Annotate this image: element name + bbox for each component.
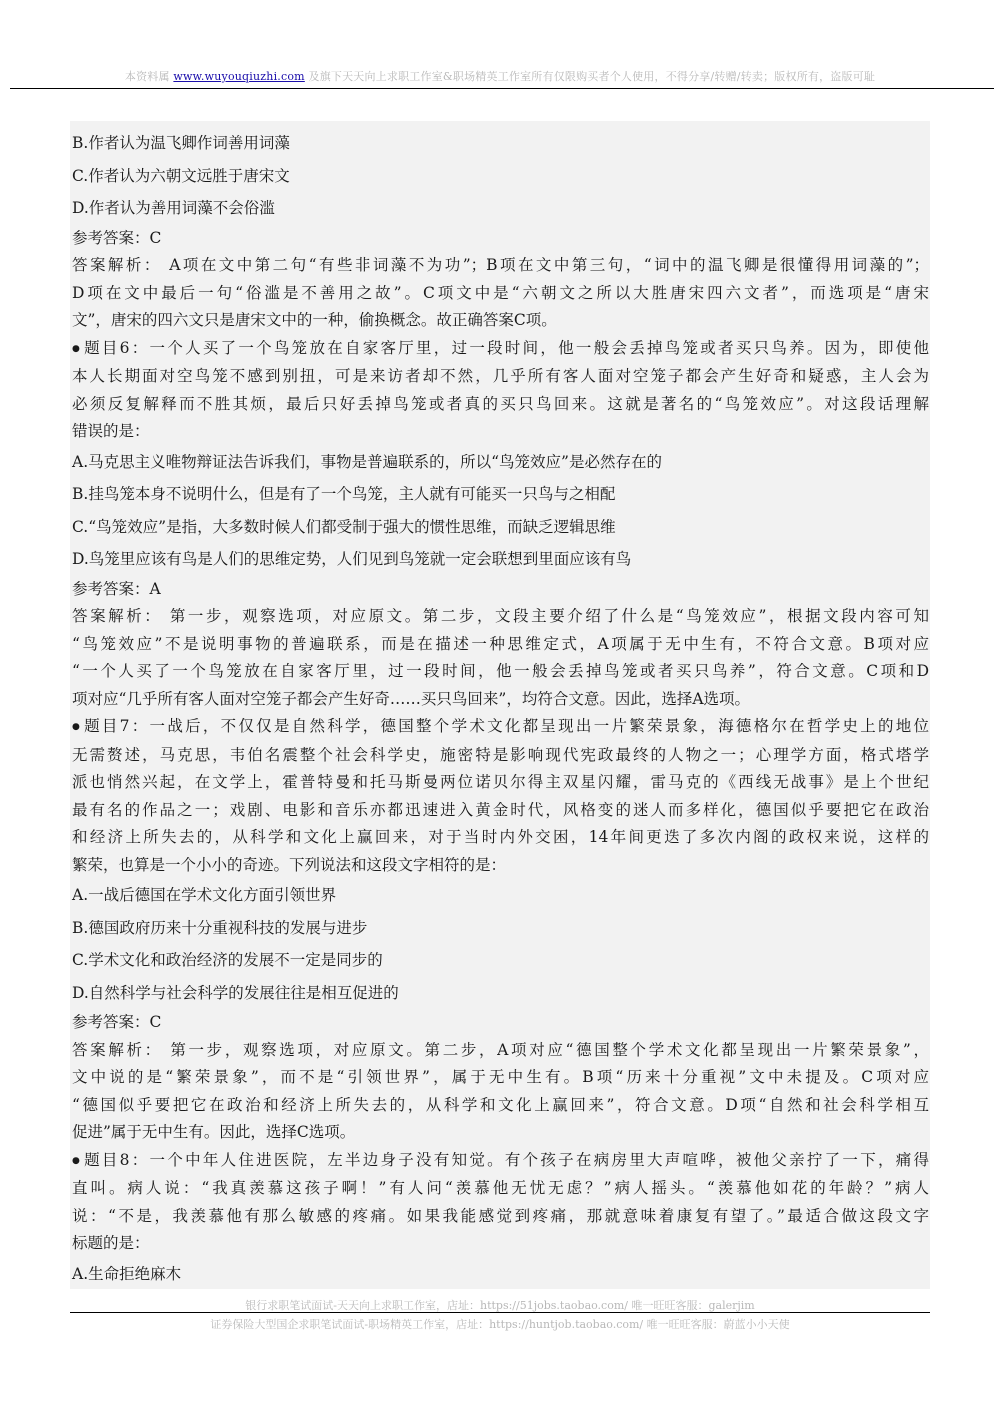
q7-explanation-line: 答案解析： 第一步，观察选项，对应原文。第二步，A项对应“德国整个学术文化都呈现出一片繁荣景象”，	[72, 1040, 929, 1059]
q5-option-d: D.作者认为善用词藻不会俗滥	[72, 199, 275, 217]
footer2-prefix: 证券保险大型国企求职笔试面试-职场精英工作室，店址：	[210, 1318, 490, 1331]
q6-option-d: D.鸟笼里应该有鸟是人们的思维定势，人们见到鸟笼就一定会联想到里面应该有鸟	[72, 550, 632, 568]
footer-divider	[70, 1312, 930, 1313]
document-body	[70, 121, 930, 1289]
q6-explanation-line: “一个人买了一个鸟笼放在自家客厅里，过一段时间，他一般会丢掉鸟笼或者买只鸟养”，符合文意。C项和D	[72, 662, 929, 680]
q6-explanation-line: 项对应“几乎所有客人面对空笼子都会产生好奇……买只鸟回来”，均符合文意。因此，选择A选项。	[72, 689, 751, 708]
q6-explanation-line: “鸟笼效应”不是说明事物的普遍联系，而是在描述一种思维定式，A项属于无中生有，不符合文意。B项对应	[72, 634, 929, 653]
q6-stem-line: 本人长期面对空鸟笼不感到别扭，可是来访者却不然，几乎所有客人面对空笼子都会产生好奇和疑惑，主人会为	[72, 367, 929, 385]
q5-explanation-line: D项在文中最后一句“俗滥是不善用之故”。C项文中是“六朝文之所以大胜唐宋四六文者”，而选项是“唐宋	[72, 283, 929, 302]
q7-option-b: B.德国政府历来十分重视科技的发展与进步	[72, 918, 368, 937]
page-header-notice	[0, 68, 1000, 84]
q8-stem-line	[72, 1147, 929, 1176]
q5-option-b: B.作者认为温飞卿作词善用词藻	[72, 134, 290, 152]
footer1-suffix: 唯一旺旺客服：galerjim	[627, 1299, 755, 1312]
footer1-prefix: 银行求职笔试面试-天天向上求职工作室，店址：	[245, 1299, 480, 1312]
q7-stem-line: 和经济上所失去的，从科学和文化上赢回来，对于当时内外交困，14年间更迭了多次内阁的政权来说，这样的	[72, 828, 929, 846]
q5-explanation-line: 答案解析： A项在文中第二句“有些非词藻不为功”；B项在文中第三句，“词中的温飞卿是很懂得用词藻的”；	[72, 256, 929, 274]
q7-explanation-line: “德国似乎要把它在政治和经济上所失去的，从科学和文化上赢回来”，符合文意。D项“自然和社会科学相互	[72, 1095, 929, 1114]
header-suffix: 及旗下天天向上求职工作室&职场精英工作室所有仅限购买者个人使用，不得分享/转赠/转卖；版权所有，盗版可耻	[304, 70, 876, 83]
q7-option-d: D.自然科学与社会科学的发展往往是相互促进的	[72, 983, 399, 1002]
q7-stem-line	[72, 713, 929, 742]
q8-stem-line: 说：“不是，我羡慕他有那么敏感的疼痛。如果我能感觉到疼痛，那就意味着康复有望了。”最适合做这段文字	[72, 1206, 929, 1225]
q8-stem-line: 标题的是：	[72, 1234, 150, 1252]
q5-option-c: C.作者认为六朝文远胜于唐宋文	[72, 166, 290, 185]
q6-stem-text: 题目6：一个人买了一个鸟笼放在自家客厅里，过一段时间，他一般会丢掉鸟笼或者买只鸟养。因为，即使他	[84, 338, 929, 357]
q7-answer: 参考答案：C	[72, 1013, 162, 1031]
q8-stem-line: 直叫。病人说：“我真羡慕这孩子啊！”有人问“羡慕他无忧无虑？”病人摇头。“羡慕他如花的年龄？”病人	[72, 1179, 929, 1197]
q7-stem-line: 派也悄然兴起，在文学上，霍普特曼和托马斯曼两位诺贝尔得主双星闪耀，雷马克的《西线无战事》是上个世纪	[72, 773, 929, 791]
q6-explanation-line: 答案解析： 第一步，观察选项，对应原文。第二步，文段主要介绍了什么是“鸟笼效应”，根据文段内容可知	[72, 607, 929, 625]
bullet-icon: ●	[72, 343, 83, 354]
footer2-suffix: 唯一旺旺客服：蔚蓝小小天使	[643, 1318, 790, 1331]
q8-option-a: A.生命拒绝麻木	[72, 1264, 182, 1283]
footer1-shop-link[interactable]: https://51jobs.taobao.com/	[479, 1299, 628, 1312]
q6-option-b: B.挂鸟笼本身不说明什么，但是有了一个鸟笼，主人就有可能买一只鸟与之相配	[72, 485, 616, 503]
q7-stem-line: 最有名的作品之一；戏剧、电影和音乐亦都迅速进入黄金时代，风格变的迷人而多样化，德国似乎要把它在政治	[72, 800, 929, 819]
footer2-shop-link[interactable]: https://huntjob.taobao.com/	[489, 1318, 644, 1331]
q7-stem-line: 繁荣，也算是一个小小的奇迹。下列说法和这段文字相符的是：	[72, 855, 507, 874]
q7-option-c: C.学术文化和政治经济的发展不一定是同步的	[72, 951, 383, 969]
q7-stem-line: 无需赘述，马克思，韦伯名震整个社会科学史，施密特是影响现代宪政最终的人物之一；心理学方面，格式塔学	[72, 745, 929, 764]
q7-explanation-line: 促进”属于无中生有。因此，选择C选项。	[72, 1123, 356, 1141]
q6-stem-line: 错误的是：	[72, 422, 150, 440]
footer-line-2	[0, 1316, 1000, 1332]
footer-line-1	[0, 1297, 1000, 1313]
q5-answer: 参考答案：C	[72, 228, 162, 247]
q7-stem-text: 题目7：一战后，不仅仅是自然科学，德国整个学术文化都呈现出一片繁荣景象，海德格尔在哲学史上的地位	[84, 717, 929, 735]
header-site-link[interactable]: www.wuyouqiuzhi.com	[173, 70, 305, 83]
q6-stem-line	[72, 335, 929, 364]
header-prefix: 本资料属	[124, 70, 174, 83]
q7-explanation-line: 文中说的是“繁荣景象”，而不是“引领世界”，属于无中生有。B项“历来十分重视”文中未提及。C项对应	[72, 1068, 929, 1086]
q6-answer: 参考答案：A	[72, 579, 161, 598]
bullet-icon: ●	[72, 722, 83, 732]
bullet-icon: ●	[72, 1155, 83, 1166]
header-divider	[10, 88, 994, 89]
q8-stem-text: 题目8：一个中年人住进医院，左半边身子没有知觉。有个孩子在病房里大声喧哗，被他父亲拧了一下，痛得	[84, 1150, 929, 1169]
q6-option-c: C.“鸟笼效应”是指，大多数时候人们都受制于强大的惯性思维，而缺乏逻辑思维	[72, 517, 616, 536]
q6-option-a: A.马克思主义唯物辩证法告诉我们，事物是普遍联系的，所以“鸟笼效应”是必然存在的	[72, 452, 662, 471]
q5-explanation-line: 文”，唐宋的四六文只是唐宋文中的一种，偷换概念。故正确答案C项。	[72, 311, 557, 329]
q6-stem-line: 必须反复解释而不胜其烦，最后只好丢掉鸟笼或者真的买只鸟回来。这就是著名的“鸟笼效应”。对这段话理解	[72, 394, 929, 413]
q7-option-a: A.一战后德国在学术文化方面引领世界	[72, 886, 337, 904]
